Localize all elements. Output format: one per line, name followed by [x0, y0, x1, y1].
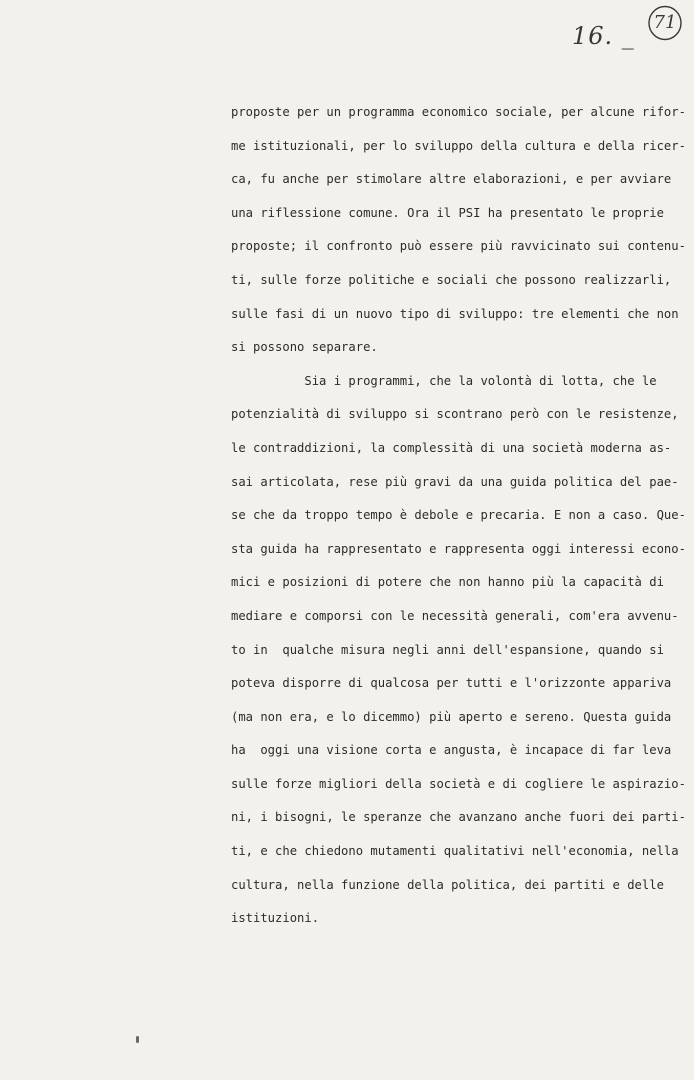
text-line: ca, fu anche per stimolare altre elaborazioni, e per avviare	[231, 172, 672, 187]
text-line: Sia i programmi, che la volontà di lotta, che le	[231, 373, 657, 388]
text-line: mediare e comporsi con le necessità generali, com'era avvenu-	[231, 608, 679, 623]
text-line: sulle forze migliori della società e di cogliere le aspirazio-	[231, 776, 686, 791]
text-line: una riflessione comune. Ora il PSI ha presentato le proprie	[231, 205, 664, 220]
text-line: se che da troppo tempo è debole e precaria. E non a caso. Que-	[231, 508, 686, 523]
text-line: ti, sulle forze politiche e sociali che possono realizzarli,	[231, 272, 672, 287]
text-line: ha oggi una visione corta e angusta, è incapace di far leva	[231, 743, 672, 758]
typewritten-body	[231, 96, 686, 936]
text-line: potenzialità di sviluppo si scontrano però con le resistenze,	[231, 407, 679, 422]
text-line: mici e posizioni di potere che non hanno più la capacità di	[231, 575, 664, 590]
text-line: istituzioni.	[231, 911, 320, 926]
text-line: sai articolata, rese più gravi da una guida politica del pae-	[231, 474, 679, 489]
text-line: si possono separare.	[231, 340, 378, 355]
text-line: le contraddizioni, la complessità di una società moderna as-	[231, 440, 672, 455]
circled-sheet-number	[646, 4, 684, 42]
text-line: poteva disporre di qualcosa per tutti e l'orizzonte appariva	[231, 676, 672, 691]
text-line: to in qualche misura negli anni dell'espansione, quando si	[231, 642, 664, 657]
text-line: me istituzionali, per lo sviluppo della cultura e della ricer-	[231, 138, 686, 153]
text-line: sta guida ha rappresentato e rappresenta oggi interessi econo-	[231, 541, 686, 556]
circled-sheet-number-text: 71	[653, 12, 677, 33]
handwritten-page-number: 16. _	[572, 22, 635, 50]
text-line: proposte per un programma economico sociale, per alcune rifor-	[231, 105, 686, 119]
text-line: ti, e che chiedono mutamenti qualitativi nell'economia, nella	[231, 844, 679, 859]
text-line: sulle fasi di un nuovo tipo di sviluppo: tre elementi che non	[231, 306, 679, 321]
text-line: proposte; il confronto può essere più ravvicinato sui contenu-	[231, 239, 686, 254]
text-line: (ma non era, e lo dicemmo) più aperto e sereno. Questa guida	[231, 709, 672, 724]
ink-speck	[136, 1036, 139, 1043]
text-line: cultura, nella funzione della politica, dei partiti e delle	[231, 877, 664, 892]
text-line: ni, i bisogni, le speranze che avanzano anche fuori dei parti-	[231, 810, 686, 825]
